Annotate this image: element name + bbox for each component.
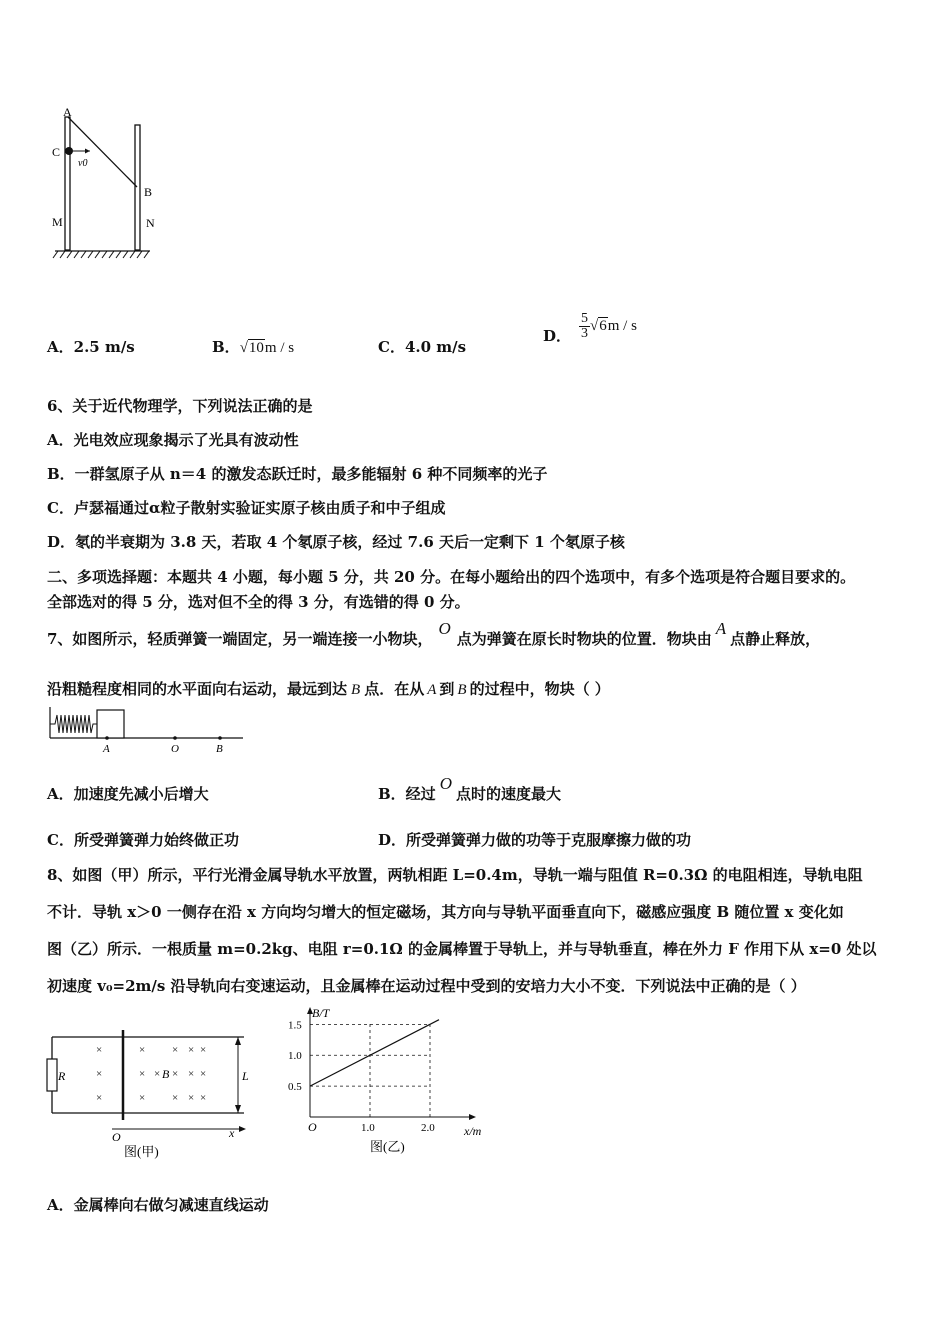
svg-text:×: ×: [139, 1044, 146, 1056]
q7-stem1-b: 点为弹簧在原长时物块的位置．物块由: [456, 630, 712, 648]
q8-jia-x-label: x: [229, 1126, 235, 1140]
chart-caption: 图(乙): [370, 1139, 405, 1154]
q8-jia-l-label: L: [242, 1069, 249, 1083]
svg-text:×: ×: [200, 1068, 207, 1080]
svg-text:×: ×: [172, 1068, 179, 1080]
svg-text:×: ×: [188, 1044, 195, 1056]
q7-stem2-c: 到: [439, 680, 455, 698]
q7-stem-line2: [47, 678, 610, 699]
q5-option-d: D． $\frac{5}{3}$ √6m / s: [543, 311, 637, 345]
q7-option-c: C．所受弹簧弹力始终做正功: [47, 831, 239, 849]
q8-line2: 不计．导轨 x＞0 一侧存在沿 x 方向均匀增大的恒定磁场，其方向与导轨平面垂直向下，磁感应强度 B 随位置 x 变化如: [47, 903, 844, 921]
q7-stem2-b: 点．在从: [364, 680, 425, 698]
q7-sym-b-2: B: [457, 682, 467, 698]
q7-fig-label-a: A: [103, 743, 110, 755]
q5-option-d-num: 5: [581, 311, 589, 326]
q7-option-d: D．所受弹簧弹力做的功等于克服摩擦力做的功: [378, 831, 692, 849]
q5-option-d-unit: m / s: [607, 318, 637, 334]
q7-sym-b-1: B: [351, 682, 361, 698]
svg-text:×: ×: [200, 1092, 207, 1104]
x-tick-label: 2.0: [421, 1122, 435, 1134]
q7-option-b-pre: B．经过: [378, 785, 436, 803]
q8-option-a: A．金属棒向右做匀减速直线运动: [47, 1196, 269, 1214]
q5-option-b-radicand: 10: [248, 340, 264, 356]
q5-label-n: N: [146, 216, 155, 230]
x-tick-label: 1.0: [361, 1122, 375, 1134]
svg-text:×: ×: [96, 1092, 103, 1104]
q5-option-b-unit: m / s: [264, 340, 295, 356]
q5-option-d-den: 3: [581, 326, 589, 341]
y-axis-label: B/T: [312, 1006, 330, 1020]
series-line-b: [310, 1020, 439, 1086]
q8-jia-r-label: R: [58, 1069, 66, 1083]
q5-option-a: A．2.5 m/s: [47, 338, 135, 356]
q8-line1: 8、如图（甲）所示，平行光滑金属导轨水平放置，两轨相距 L=0.4m，导轨一端与阻值 R=0.3Ω 的电阻相连，导轨电阻: [47, 866, 863, 884]
q7-fig-label-b: B: [216, 743, 223, 755]
x-axis-label: x/m: [464, 1124, 482, 1138]
q8-jia-caption: 图(甲): [124, 1144, 159, 1159]
q6-option-b: B．一群氢原子从 n＝4 的激发态跃迁时，最多能辐射 6 种不同频率的光子: [47, 465, 548, 483]
q6-stem: 6、关于近代物理学，下列说法正确的是: [47, 397, 313, 415]
q5-label-c: C: [52, 145, 61, 159]
q5-option-d-prefix: D．: [543, 326, 572, 345]
svg-text:×: ×: [172, 1044, 179, 1056]
q7-option-b-post: 点时的速度最大: [455, 785, 561, 803]
q7-stem1-c: 点静止释放，: [730, 630, 821, 648]
q8-jia-b-label: B: [162, 1067, 170, 1081]
q7-sym-a-2: A: [427, 682, 437, 698]
svg-text:×: ×: [188, 1092, 195, 1104]
q7-option-a: A．加速度先减小后增大: [47, 785, 209, 803]
section2-line1: 二、多项选择题：本题共 4 小题，每小题 5 分，共 20 分。在每小题给出的四个选项中，有多个选项是符合题目要求的。: [47, 568, 856, 586]
q5-option-c: C．4.0 m/s: [378, 338, 467, 356]
q7-stem-line1: [47, 619, 821, 649]
q5-label-a: A: [63, 105, 72, 119]
q8-jia-o-label: O: [112, 1130, 121, 1144]
q8-figure-jia: [44, 1025, 259, 1165]
y-tick-label: 0.5: [288, 1081, 302, 1094]
q5-label-v0: v0: [78, 158, 88, 169]
q7-fig-label-o: O: [171, 743, 179, 755]
q5-label-b: B: [144, 185, 153, 199]
chart-origin-label: O: [308, 1120, 317, 1134]
q6-option-d: D．氡的半衰期为 3.8 天，若取 4 个氡原子核，经过 7.6 天后一定剩下 1 个氡原子核: [47, 533, 625, 551]
q8-chart-yi: [282, 1005, 482, 1160]
q7-sym-o: O: [438, 619, 451, 638]
q5-option-d-radicand: 6: [599, 318, 607, 334]
q7-option-b-sym: O: [439, 774, 452, 793]
svg-text:×: ×: [188, 1068, 195, 1080]
section2-line2: 全部选对的得 5 分，选对但不全的得 3 分，有选错的得 0 分。: [47, 593, 470, 611]
q6-option-a: A．光电效应现象揭示了光具有波动性: [47, 431, 299, 449]
svg-text:×: ×: [96, 1044, 103, 1056]
svg-text:×: ×: [96, 1068, 103, 1080]
svg-text:×: ×: [200, 1044, 207, 1056]
q7-stem1-a: 7、如图所示，轻质弹簧一端固定，另一端连接一小物块，: [47, 630, 433, 648]
q7-stem2-a: 沿粗糙程度相同的水平面向右运动，最远到达: [47, 680, 348, 698]
svg-text:×: ×: [172, 1092, 179, 1104]
q5-option-b-prefix: B．: [212, 338, 240, 356]
q7-stem2-d: 的过程中，物块（ ）: [469, 680, 610, 698]
q5-figure: [50, 105, 160, 265]
q8-line3: 图（乙）所示．一根质量 m=0.2kg、电阻 r=0.1Ω 的金属棒置于导轨上，并与导轨垂直，棒在外力 F 作用下从 x=0 处以: [47, 940, 877, 958]
y-tick-label: 1.5: [288, 1019, 302, 1032]
q6-option-c: C．卢瑟福通过α粒子散射实验证实原子核由质子和中子组成: [47, 499, 446, 517]
svg-text:×: ×: [154, 1068, 161, 1080]
q7-sym-a: A: [715, 619, 727, 638]
x-axis-arrow: [469, 1114, 476, 1120]
q7-option-b: [378, 774, 561, 804]
q7-figure: [47, 704, 247, 756]
q5-option-b: B．√10m / s: [212, 338, 295, 356]
q8-line4: 初速度 v₀=2m/s 沿导轨向右变速运动，且金属棒在运动过程中受到的安培力大小不变．下列说法中正确的是（ ）: [47, 977, 806, 995]
y-tick-label: 1.0: [288, 1050, 302, 1063]
svg-text:×: ×: [139, 1068, 146, 1080]
svg-text:×: ×: [139, 1092, 146, 1104]
q5-label-m: M: [52, 215, 63, 229]
